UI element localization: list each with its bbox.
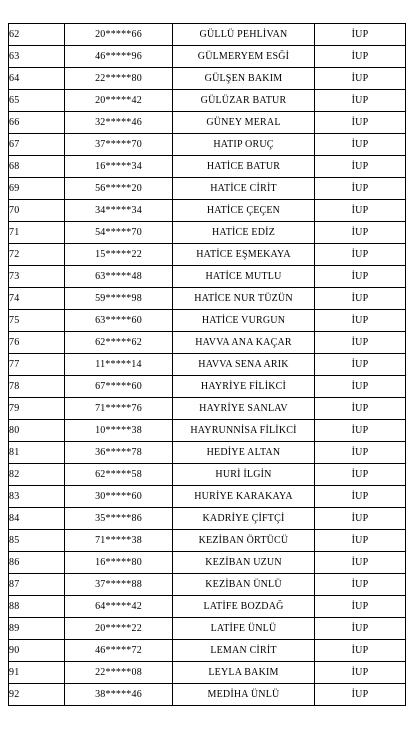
- full-name-cell: HAVVA SENA ARIK: [173, 354, 315, 376]
- table-row: [9, 288, 406, 310]
- full-name-cell: HURİ İLGİN: [173, 464, 315, 486]
- program-cell: İUP: [315, 530, 406, 552]
- program-cell: İUP: [315, 266, 406, 288]
- row-number-cell: 86: [9, 552, 65, 574]
- table-row: [9, 46, 406, 68]
- masked-id-cell: 36*****78: [65, 442, 173, 464]
- program-cell: İUP: [315, 398, 406, 420]
- row-number-cell: 66: [9, 112, 65, 134]
- table-row: [9, 244, 406, 266]
- full-name-cell: HURİYE KARAKAYA: [173, 486, 315, 508]
- full-name-cell: HATİCE MUTLU: [173, 266, 315, 288]
- full-name-cell: HATİCE CİRİT: [173, 178, 315, 200]
- full-name-cell: LATİFE ÜNLÜ: [173, 618, 315, 640]
- full-name-cell: GÜLÜZAR BATUR: [173, 90, 315, 112]
- program-cell: İUP: [315, 112, 406, 134]
- masked-id-cell: 54*****70: [65, 222, 173, 244]
- table-row: [9, 552, 406, 574]
- table-row: [9, 574, 406, 596]
- masked-id-cell: 63*****48: [65, 266, 173, 288]
- full-name-cell: KADRİYE ÇİFTÇİ: [173, 508, 315, 530]
- full-name-cell: HAYRİYE SANLAV: [173, 398, 315, 420]
- masked-id-cell: 62*****62: [65, 332, 173, 354]
- table-row: [9, 266, 406, 288]
- masked-id-cell: 10*****38: [65, 420, 173, 442]
- program-cell: İUP: [315, 354, 406, 376]
- table-row: [9, 486, 406, 508]
- program-cell: İUP: [315, 574, 406, 596]
- table-row: [9, 354, 406, 376]
- table-row: [9, 112, 406, 134]
- masked-id-cell: 38*****46: [65, 684, 173, 706]
- masked-id-cell: 37*****88: [65, 574, 173, 596]
- row-number-cell: 82: [9, 464, 65, 486]
- full-name-cell: HAYRUNNİSA FİLİKCİ: [173, 420, 315, 442]
- row-number-cell: 90: [9, 640, 65, 662]
- masked-id-cell: 11*****14: [65, 354, 173, 376]
- row-number-cell: 92: [9, 684, 65, 706]
- row-number-cell: 74: [9, 288, 65, 310]
- row-number-cell: 80: [9, 420, 65, 442]
- program-cell: İUP: [315, 596, 406, 618]
- table-row: [9, 68, 406, 90]
- table-row: [9, 24, 406, 46]
- full-name-cell: HAVVA ANA KAÇAR: [173, 332, 315, 354]
- program-cell: İUP: [315, 200, 406, 222]
- row-number-cell: 81: [9, 442, 65, 464]
- full-name-cell: KEZİBAN UZUN: [173, 552, 315, 574]
- row-number-cell: 78: [9, 376, 65, 398]
- row-number-cell: 91: [9, 662, 65, 684]
- row-number-cell: 75: [9, 310, 65, 332]
- masked-id-cell: 20*****22: [65, 618, 173, 640]
- table-row: [9, 310, 406, 332]
- program-cell: İUP: [315, 640, 406, 662]
- row-number-cell: 69: [9, 178, 65, 200]
- row-number-cell: 79: [9, 398, 65, 420]
- table-row: [9, 596, 406, 618]
- row-number-cell: 62: [9, 24, 65, 46]
- masked-id-cell: 22*****08: [65, 662, 173, 684]
- program-cell: İUP: [315, 134, 406, 156]
- program-cell: İUP: [315, 90, 406, 112]
- table-row: [9, 134, 406, 156]
- program-cell: İUP: [315, 244, 406, 266]
- row-number-cell: 72: [9, 244, 65, 266]
- masked-id-cell: 22*****80: [65, 68, 173, 90]
- full-name-cell: HAYRİYE FİLİKCİ: [173, 376, 315, 398]
- program-cell: İUP: [315, 46, 406, 68]
- program-cell: İUP: [315, 442, 406, 464]
- masked-id-cell: 67*****60: [65, 376, 173, 398]
- table-row: [9, 508, 406, 530]
- full-name-cell: GÜLLÜ PEHLİVAN: [173, 24, 315, 46]
- full-name-cell: LATİFE BOZDAĞ: [173, 596, 315, 618]
- program-cell: İUP: [315, 24, 406, 46]
- row-number-cell: 63: [9, 46, 65, 68]
- masked-id-cell: 37*****70: [65, 134, 173, 156]
- row-number-cell: 68: [9, 156, 65, 178]
- participant-table: [8, 23, 406, 706]
- program-cell: İUP: [315, 684, 406, 706]
- program-cell: İUP: [315, 376, 406, 398]
- full-name-cell: GÜNEY MERAL: [173, 112, 315, 134]
- full-name-cell: HEDİYE ALTAN: [173, 442, 315, 464]
- full-name-cell: HATİCE EDİZ: [173, 222, 315, 244]
- masked-id-cell: 30*****60: [65, 486, 173, 508]
- program-cell: İUP: [315, 420, 406, 442]
- program-cell: İUP: [315, 68, 406, 90]
- masked-id-cell: 46*****96: [65, 46, 173, 68]
- table-row: [9, 398, 406, 420]
- row-number-cell: 87: [9, 574, 65, 596]
- program-cell: İUP: [315, 662, 406, 684]
- table-row: [9, 464, 406, 486]
- row-number-cell: 71: [9, 222, 65, 244]
- table-row: [9, 618, 406, 640]
- table-row: [9, 200, 406, 222]
- row-number-cell: 64: [9, 68, 65, 90]
- table-row: [9, 178, 406, 200]
- full-name-cell: MEDİHA ÜNLÜ: [173, 684, 315, 706]
- table-row: [9, 222, 406, 244]
- row-number-cell: 67: [9, 134, 65, 156]
- masked-id-cell: 63*****60: [65, 310, 173, 332]
- masked-id-cell: 71*****38: [65, 530, 173, 552]
- program-cell: İUP: [315, 486, 406, 508]
- full-name-cell: HATİCE VURGUN: [173, 310, 315, 332]
- participant-table-body: [9, 24, 406, 706]
- masked-id-cell: 16*****80: [65, 552, 173, 574]
- full-name-cell: GÜLMERYEM ESĞİ: [173, 46, 315, 68]
- masked-id-cell: 16*****34: [65, 156, 173, 178]
- table-row: [9, 376, 406, 398]
- row-number-cell: 65: [9, 90, 65, 112]
- masked-id-cell: 35*****86: [65, 508, 173, 530]
- masked-id-cell: 71*****76: [65, 398, 173, 420]
- program-cell: İUP: [315, 552, 406, 574]
- program-cell: İUP: [315, 288, 406, 310]
- full-name-cell: KEZİBAN ÖRTÜCÜ: [173, 530, 315, 552]
- masked-id-cell: 32*****46: [65, 112, 173, 134]
- row-number-cell: 84: [9, 508, 65, 530]
- table-row: [9, 442, 406, 464]
- masked-id-cell: 46*****72: [65, 640, 173, 662]
- masked-id-cell: 56*****20: [65, 178, 173, 200]
- masked-id-cell: 15*****22: [65, 244, 173, 266]
- row-number-cell: 77: [9, 354, 65, 376]
- program-cell: İUP: [315, 156, 406, 178]
- table-row: [9, 90, 406, 112]
- row-number-cell: 89: [9, 618, 65, 640]
- full-name-cell: LEMAN CİRİT: [173, 640, 315, 662]
- masked-id-cell: 62*****58: [65, 464, 173, 486]
- program-cell: İUP: [315, 178, 406, 200]
- table-row: [9, 530, 406, 552]
- full-name-cell: GÜLŞEN BAKIM: [173, 68, 315, 90]
- row-number-cell: 70: [9, 200, 65, 222]
- program-cell: İUP: [315, 618, 406, 640]
- table-row: [9, 662, 406, 684]
- row-number-cell: 73: [9, 266, 65, 288]
- table-row: [9, 640, 406, 662]
- program-cell: İUP: [315, 464, 406, 486]
- program-cell: İUP: [315, 332, 406, 354]
- row-number-cell: 83: [9, 486, 65, 508]
- full-name-cell: HATİCE NUR TÜZÜN: [173, 288, 315, 310]
- table-row: [9, 156, 406, 178]
- masked-id-cell: 20*****42: [65, 90, 173, 112]
- full-name-cell: HATİCE BATUR: [173, 156, 315, 178]
- program-cell: İUP: [315, 310, 406, 332]
- full-name-cell: HATIP ORUÇ: [173, 134, 315, 156]
- full-name-cell: LEYLA BAKIM: [173, 662, 315, 684]
- masked-id-cell: 64*****42: [65, 596, 173, 618]
- table-row: [9, 420, 406, 442]
- full-name-cell: HATİCE EŞMEKAYA: [173, 244, 315, 266]
- masked-id-cell: 59*****98: [65, 288, 173, 310]
- program-cell: İUP: [315, 222, 406, 244]
- full-name-cell: HATİCE ÇEÇEN: [173, 200, 315, 222]
- full-name-cell: KEZİBAN ÜNLÜ: [173, 574, 315, 596]
- row-number-cell: 85: [9, 530, 65, 552]
- program-cell: İUP: [315, 508, 406, 530]
- masked-id-cell: 20*****66: [65, 24, 173, 46]
- table-row: [9, 332, 406, 354]
- row-number-cell: 88: [9, 596, 65, 618]
- table-row: [9, 684, 406, 706]
- masked-id-cell: 34*****34: [65, 200, 173, 222]
- row-number-cell: 76: [9, 332, 65, 354]
